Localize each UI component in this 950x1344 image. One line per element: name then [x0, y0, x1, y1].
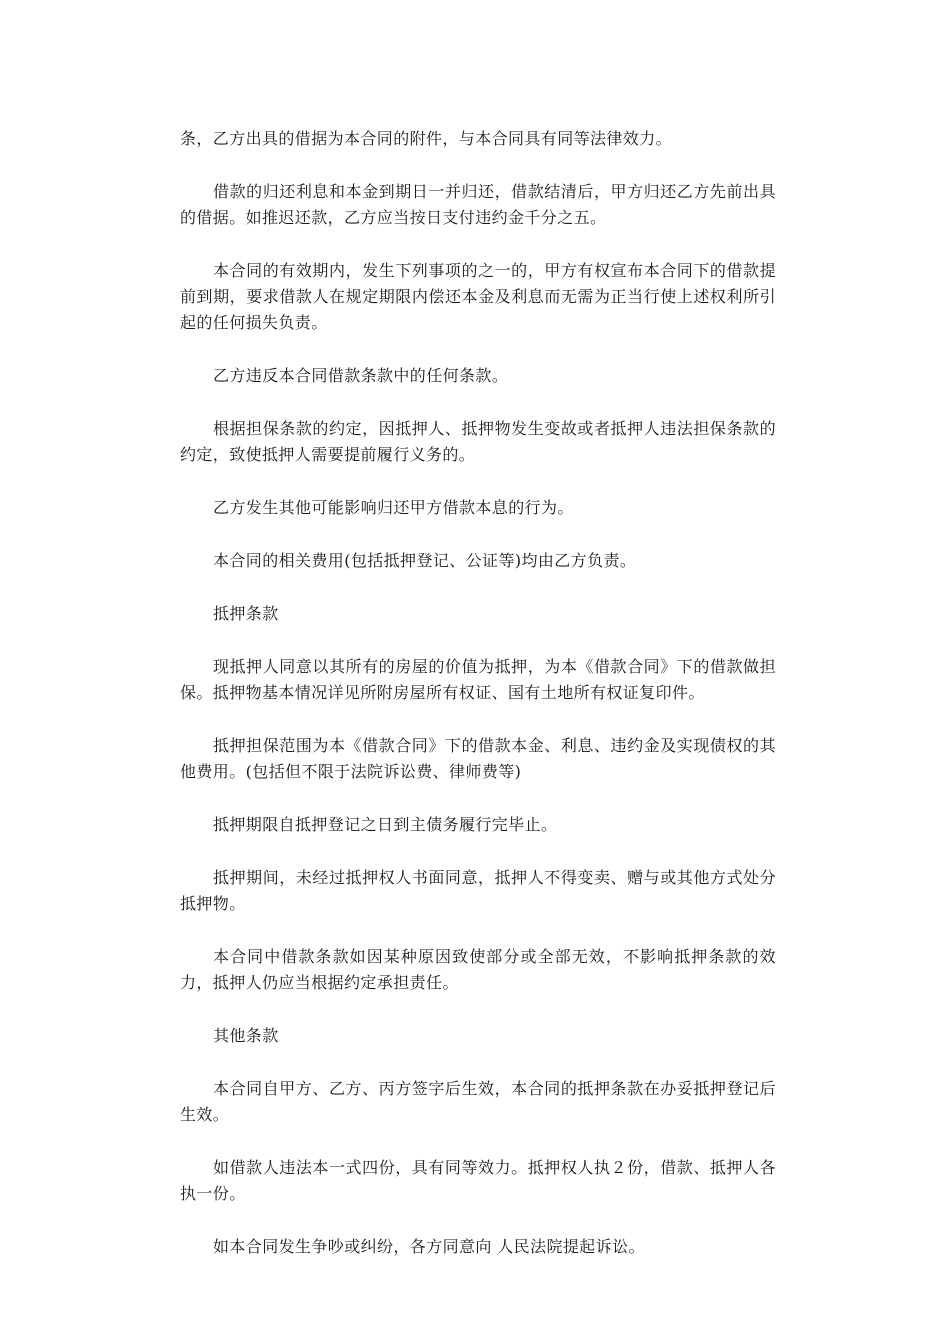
section-heading-mortgage: 抵押条款	[213, 604, 279, 623]
paragraph-copies: 如借款人违法本一式四份，具有同等效力。抵押权人执２份，借款、抵押人各执一份。	[180, 1158, 776, 1203]
paragraph-severability: 本合同中借款条款如因某种原因致使部分或全部无效，不影响抵押条款的效力，抵押人仍应当根据约定承担责任。	[180, 947, 776, 992]
paragraph-mortgage-restriction: 抵押期间，未经过抵押权人书面同意，抵押人不得变卖、赠与或其他方式处分抵押物。	[180, 868, 776, 913]
paragraph-other-event: 乙方发生其他可能影响归还甲方借款本息的行为。	[213, 498, 574, 517]
section-heading-other: 其他条款	[213, 1026, 279, 1045]
paragraph-fees: 本合同的相关费用(包括抵押登记、公证等)均由乙方负责。	[213, 551, 637, 570]
paragraph-mortgage-term: 抵押期限自抵押登记之日到主债务履行完毕止。	[213, 815, 558, 834]
paragraph-effectiveness: 本合同自甲方、乙方、丙方签字后生效，本合同的抵押条款在办妥抵押登记后生效。	[180, 1079, 776, 1124]
document-body	[180, 126, 776, 1287]
paragraph-mortgage-scope: 抵押担保范围为本《借款合同》下的借款本金、利息、违约金及实现债权的其他费用。(包括但不限于法院诉讼费、律师费等)	[180, 736, 776, 781]
paragraph-guarantee-event: 根据担保条款的约定，因抵押人、抵押物发生变故或者抵押人违法担保条款的约定，致使抵押人需要提前履行义务的。	[180, 419, 776, 464]
paragraph-dispute: 如本合同发生争吵或纠纷，各方同意向 人民法院提起诉讼。	[213, 1237, 645, 1256]
paragraph-continuation: 条，乙方出具的借据为本合同的附件，与本合同具有同等法律效力。	[180, 129, 673, 148]
paragraph-repayment: 借款的归还利息和本金到期日一并归还，借款结清后，甲方归还乙方先前出具的借据。如推迟还款，乙方应当按日支付违约金千分之五。	[180, 182, 776, 227]
paragraph-mortgage-consent: 现抵押人同意以其所有的房屋的价值为抵押，为本《借款合同》下的借款做担保。抵押物基本情况详见所附房屋所有权证、国有土地所有权证复印件。	[180, 657, 776, 702]
paragraph-acceleration: 本合同的有效期内，发生下列事项的之一的，甲方有权宣布本合同下的借款提前到期，要求借款人在规定期限内偿还本金及利息而无需为正当行使上述权利所引起的任何损失负责。	[180, 261, 776, 332]
paragraph-breach: 乙方违反本合同借款条款中的任何条款。	[213, 366, 509, 385]
